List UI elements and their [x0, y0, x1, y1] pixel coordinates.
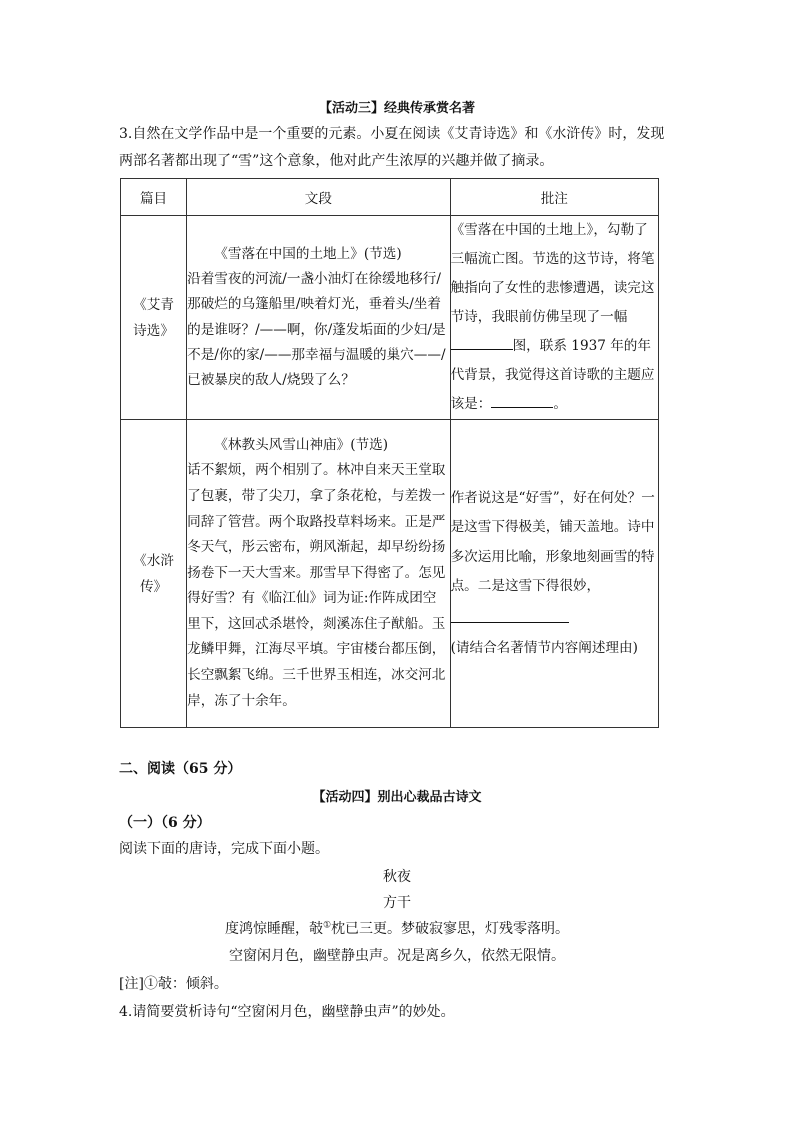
poem-author: 方干 [383, 895, 411, 911]
poem-line-2: 空窗闲月色，幽壁静虫声。况是离乡久，依然无限情。 [229, 948, 565, 964]
poem-line-1 [0, 918, 794, 938]
row1-note-part3: 。 [553, 396, 567, 412]
question4: 4.请简要赏析诗句“空窗闲月色，幽壁静虫声”的妙处。 [119, 1004, 455, 1020]
table-header-row [121, 179, 659, 216]
answer-blank[interactable] [451, 608, 569, 623]
row2-title-line1: 《水浒 [133, 552, 174, 569]
row1-text [187, 216, 450, 420]
row2-note-part1: 作者说这是“好雪”，好在何处？一是这雪下得极美，铺天盖地。诗中多次运用比喻，形象地刻画雪的特点。二是这雪下得很妙， [450, 489, 655, 594]
poem-title: 秋夜 [383, 869, 411, 885]
header-text: 文段 [187, 179, 450, 216]
question3-line1: 3.自然在文学作品中是一个重要的元素。小夏在阅读《艾青诗选》和《水浒传》时，发现 [119, 126, 665, 142]
row2-text-title: 《林教头风雪山神庙》(节选) [214, 436, 389, 453]
activity3-heading: 【活动三】经典传承赏名著 [318, 101, 475, 116]
question3-line2: 两部名著都出现了“雪”这个意象，他对此产生浓厚的兴趣并做了摘录。 [119, 153, 554, 169]
row1-text-body: 沿着雪夜的河流/一盏小油灯在徐缓地移行/那破烂的乌篷船里/映着灯光，垂着头/坐着的是谁呀？/——啊，你/蓬发垢面的少妇/是不是/你的家/——那幸福与温暖的巢穴——/已被暴戾的敌人/烧毁了么？ [187, 271, 446, 388]
row1-title-line1: 《艾青 [133, 296, 174, 313]
reading-instruction: 阅读下面的唐诗，完成下面小题。 [119, 841, 329, 857]
part1-label: （一）（6 分） [119, 815, 211, 831]
answer-blank[interactable] [451, 335, 513, 350]
row2-title-line2: 传》 [139, 578, 168, 595]
row1-note-part1: 《雪落在中国的土地上》，勾勒了三幅流亡图。节选的这节诗，将笔触指向了女性的悲惨遭遇，读完这节诗，我眼前仿佛呈现了一幅 [450, 222, 655, 325]
header-note: 批注 [450, 179, 658, 216]
footnote-marker: ① [322, 920, 332, 931]
header-title: 篇目 [121, 179, 187, 216]
poem-footnote: [注]①攲：倾斜。 [119, 976, 228, 992]
section2-heading: 二、阅读（65 分） [119, 761, 242, 777]
poem-line1-part-b: 枕已三更。梦破寂寥思，灯残零落明。 [331, 921, 570, 937]
row1-note-part2: 图，联系 1937 年的年代背景，我觉得这首诗歌的主题应该是： [450, 338, 655, 412]
table-row [121, 420, 659, 728]
row2-note-hint: (请结合名著情节内容阐述理由) [450, 640, 638, 656]
row1-title [121, 216, 187, 420]
row1-title-line2: 诗选》 [133, 322, 174, 339]
row2-note [450, 420, 658, 728]
row2-text-body: 话不絮烦，两个相别了。林冲自来天王堂取了包裹，带了尖刀，拿了条花枪，与差拨一同辞了管营。两个取路投草料场来。正是严冬天气，彤云密布，朔风渐起，却早纷纷扬扬卷下一天大雪来。那雪早下得密了。怎见得好雪？有《临江仙》词为证:作阵成团空里下，这回忒杀堪怜，剡溪冻住子猷船。玉龙鳞甲舞，江海尽平填。宇宙楼台都压倒，长空飘絮飞绵。三千世界玉相连，冰交河北岸，冻了十余年。 [187, 462, 446, 709]
excerpt-table [120, 178, 659, 728]
row2-text [187, 420, 450, 728]
row2-title [121, 420, 187, 728]
answer-blank[interactable] [491, 393, 553, 408]
row1-text-title: 《雪落在中国的土地上》(节选) [214, 245, 402, 262]
poem-line1-part-a: 度鸿惊睡醒，攲 [224, 921, 323, 937]
activity4-heading: 【活动四】别出心裁品古诗文 [312, 790, 482, 805]
table-row [121, 216, 659, 420]
row1-note [450, 216, 658, 420]
